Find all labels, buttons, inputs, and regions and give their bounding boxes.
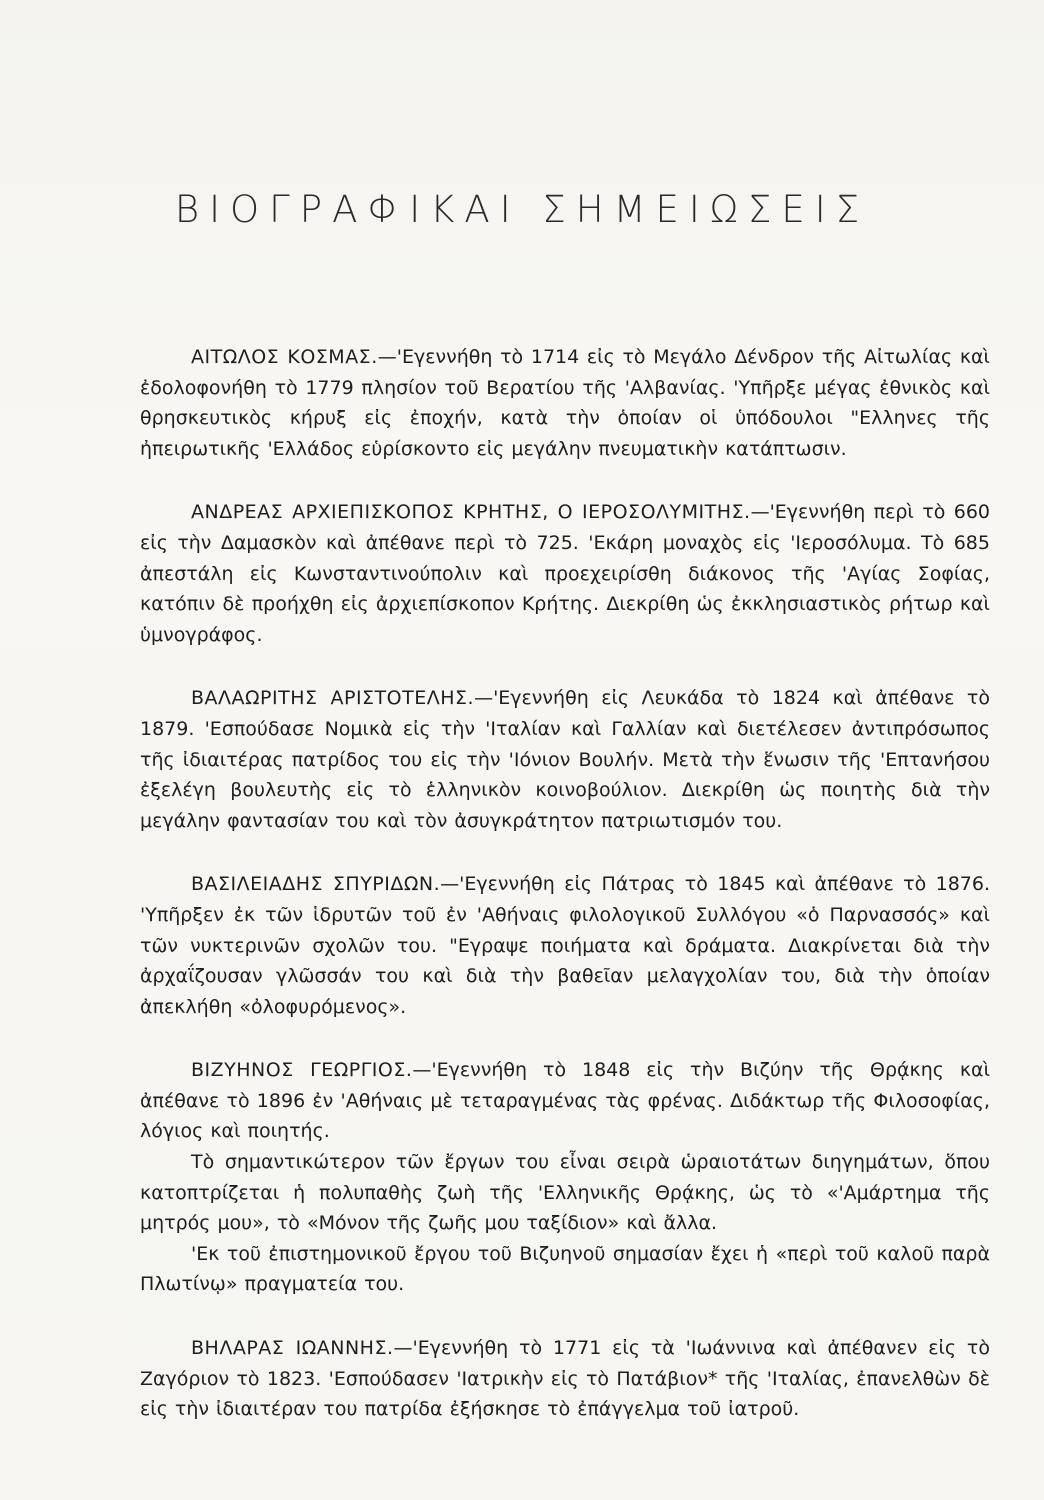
entry-paragraph-continued: Τὸ σημαντικώτερον τῶν ἔργων του εἶναι σειρὰ ὡραιοτάτων διηγημάτων, ὅπου κατοπτρίζεται ἡ πολυπαθὴς ζωὴ τῆς 'Ελληνικῆς Θρᾴκης, ὡς τὸ «'Αμάρτημα τῆς μητρός μου», τὸ «Μόνον τῆς ζωῆς μου ταξίδιον» καὶ ἄλλα. bbox=[140, 1151, 990, 1235]
entry-paragraph bbox=[140, 342, 990, 464]
entry-paragraph bbox=[140, 869, 990, 1022]
entry-paragraph-continued: 'Εκ τοῦ ἐπιστημονικοῦ ἔργου τοῦ Βιζυηνοῦ σημασίαν ἔχει ἡ «περὶ τοῦ καλοῦ παρὰ Πλωτίνῳ» πραγματεία του. bbox=[140, 1242, 990, 1296]
entry-text: —'Εγεννήθη τὸ 1771 εἰς τὰ 'Ιωάννινα καὶ ἀπέθανεν εἰς τὸ Ζαγόριον τὸ 1823. 'Εσπούδασεν 'Ιατρικὴν εἰς τὸ Πατάβιον* τῆς 'Ιταλίας, ἐπανελθὼν δὲ εἰς τὴν ἰδιαιτέραν του πατρίδα ἐξήσκησε τὸ ἐπάγγελμα τοῦ ἰατροῦ. bbox=[140, 1337, 990, 1421]
entry-text: —'Εγεννήθη τὸ 1848 εἰς τὴν Βιζύην τῆς Θρᾴκης καὶ ἀπέθανε τὸ 1896 ἐν 'Αθήναις μὲ τεταραγμένας τὰς φρένας. Διδάκτωρ τῆς Φιλοσοφίας, λόγιος καὶ ποιητής. bbox=[140, 1059, 990, 1143]
entry-paragraph bbox=[140, 1333, 990, 1425]
entry-andreas-kritis bbox=[140, 497, 990, 650]
entry-heading: ΒΗΛΑΡΑΣ ΙΩΑΝΝΗΣ. bbox=[191, 1337, 394, 1360]
entry-valaoritis bbox=[140, 683, 990, 836]
entry-heading: ΒΙΖΥΗΝΟΣ ΓΕΩΡΓΙΟΣ. bbox=[191, 1059, 413, 1082]
entry-text: —'Εγεννήθη εἰς Λευκάδα τὸ 1824 καὶ ἀπέθανε τὸ 1879. 'Εσπούδασε Νομικὰ εἰς τὴν 'Ιταλίαν καὶ Γαλλίαν καὶ διετέλεσεν ἀντιπρόσωπος τῆς ἰδιαιτέρας πατρίδος του εἰς τὴν 'Ιόνιον Βουλήν. Μετὰ τὴν ἕνωσιν τῆς 'Επτανήσου ἐξελέγη βουλευτὴς εἰς τὸ ἑλληνικὸν κοινοβούλιον. Διεκρίθη ὡς ποιητὴς διὰ τὴν μεγάλην φαντασίαν του καὶ τὸν ἀσυγκράτητον πατριωτισμόν του. bbox=[140, 687, 991, 832]
entry-vilaras bbox=[140, 1333, 990, 1425]
entry-text: —'Εγεννήθη τὸ 1714 εἰς τὸ Μεγάλο Δένδρον τῆς Αἰτωλίας καὶ ἐδολοφονήθη τὸ 1779 πλησίον τοῦ Βερατίου τῆς 'Αλβανίας. 'Υπῆρξε μέγας ἐθνικὸς καὶ θρησκευτικὸς κήρυξ εἰς ἐποχήν, κατὰ τὴν ὁποίαν οἱ ὑπόδουλοι "Ελληνες τῆς ἠπειρωτικῆς 'Ελλάδος εὑρίσκοντο εἰς μεγάλην πνευματικὴν κατάπτωσιν. bbox=[140, 346, 990, 460]
entry-paragraph bbox=[140, 497, 990, 650]
entry-vizyinos bbox=[140, 1055, 990, 1300]
entry-heading: ΑΙΤΩΛΟΣ ΚΟΣΜΑΣ. bbox=[191, 346, 378, 368]
entry-paragraph bbox=[140, 1055, 990, 1147]
entry-heading: ΑΝΔΡΕΑΣ ΑΡΧΙΕΠΙΣΚΟΠΟΣ ΚΡΗΤΗΣ, Ο ΙΕΡΟΣΟΛΥΜΙΤΗΣ. bbox=[191, 501, 751, 524]
entry-text: —'Εγεννήθη περὶ τὸ 660 εἰς τὴν Δαμασκὸν καὶ ἀπέθανε περὶ τὸ 725. 'Εκάρη μοναχὸς εἰς 'Ιεροσόλυμα. Τὸ 685 ἀπεστάλη εἰς Κωνσταντινούπολιν καὶ προεχειρίσθη διάκονος τῆς 'Αγίας Σοφίας, κατόπιν δὲ προήχθη εἰς ἀρχιεπίσκοπον Κρήτης. Διεκρίθη ὡς ἐκκλησιαστικὸς ρήτωρ καὶ ὑμνογράφος. bbox=[140, 501, 990, 646]
entry-heading: ΒΑΛΑΩΡΙΤΗΣ ΑΡΙΣΤΟΤΕΛΗΣ. bbox=[191, 687, 475, 710]
page-title: ΒΙΟΓΡΑΦΙΚΑΙ ΣΗΜΕΙΩΣΕΙΣ bbox=[174, 188, 870, 231]
biography-entries bbox=[140, 342, 990, 1458]
entry-heading: ΒΑΣΙΛΕΙΑΔΗΣ ΣΠΥΡΙΔΩΝ. bbox=[191, 873, 441, 896]
entry-vasileiadis bbox=[140, 869, 990, 1022]
entry-aitolos-kosmas bbox=[140, 342, 990, 464]
entry-text: —'Εγεννήθη εἰς Πάτρας τὸ 1845 καὶ ἀπέθανε τὸ 1876. 'Υπῆρξεν ἐκ τῶν ἱδρυτῶν τοῦ ἐν 'Αθήναις φιλολογικοῦ Συλλόγου «ὁ Παρνασσός» καὶ τῶν νυκτερινῶν σχολῶν του. "Εγραψε ποιήματα καὶ δράματα. Διακρίνεται διὰ τὴν ἀρχαΐζουσαν γλῶσσάν του καὶ διὰ τὴν βαθεῖαν μελαγχολίαν του, διὰ τὴν ὁποίαν ἀπεκλήθη «ὀλοφυρόμενος». bbox=[140, 873, 991, 1018]
entry-paragraph bbox=[140, 683, 990, 836]
